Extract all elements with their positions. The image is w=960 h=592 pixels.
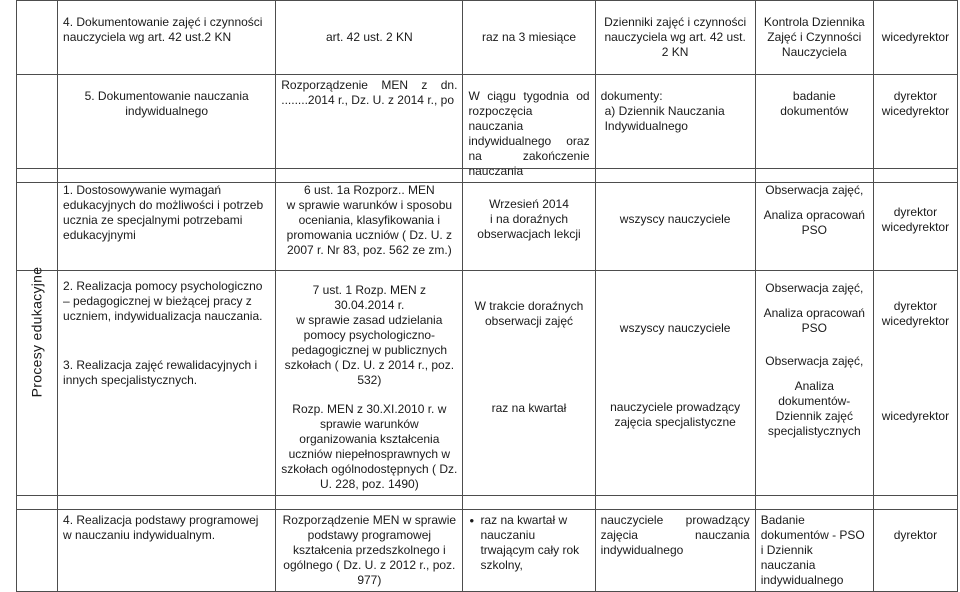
schedule-list (468, 513, 589, 573)
task-2: 2. Realizacja pomocy psychologiczno – pedagogicznej w bieżącej pracy z uczniem, indywidualizacja nauczania. (63, 279, 263, 323)
subject-cell: nauczyciele prowadzący zajęcia nauczania indywidualnego (595, 510, 755, 592)
responsible-2a: dyrektor (893, 299, 938, 313)
legal-basis-cell: Rozporządzenie MEN z dn. ........2014 r., Dz. U. z 2014 r., po (276, 75, 463, 183)
schedule-cell: raz na 3 miesiące (463, 1, 595, 75)
schedule-cell (463, 510, 595, 592)
legal-basis-cell: Rozporządzenie MEN w sprawie podstawy programowej kształcenia przedszkolnego i ogólnego ( Dz. U. z 2012 r., poz. 977) (276, 510, 463, 592)
form-2b: Analiza opracowań PSO (763, 306, 865, 335)
table-row (17, 1, 958, 75)
responsible-2: wicedyrektor (881, 104, 950, 118)
subject-cell (595, 75, 755, 183)
form-3a: Obserwacja zajęć, (765, 354, 864, 368)
subject-cell (595, 271, 755, 496)
schedule-cell (463, 169, 595, 271)
legal-basis-cell (276, 271, 463, 496)
form-3b: Analiza dokumentów- Dziennik zajęć specjalistycznych (767, 379, 861, 438)
legal-basis-ref: 7 ust. 1 Rozp. MEN z 30.04.2014 r. (312, 283, 427, 312)
schedule-line-1: Wrzesień 2014 (489, 197, 569, 211)
form-cell (755, 169, 873, 271)
form-2a: Obserwacja zajęć, (765, 281, 864, 295)
subject-3: nauczyciele prowadzący zajęcia specjalistyczne (610, 400, 741, 429)
table-row (17, 496, 958, 510)
subject-cell: wszyscy nauczyciele (595, 169, 755, 271)
responsible-2b: wicedyrektor (881, 314, 950, 328)
legal-basis-cell (276, 169, 463, 271)
form-cell: Kontrola Dziennika Zajęć i Czynności Nauczyciela (755, 1, 873, 75)
responsible-1: dyrektor (893, 89, 938, 103)
task-3: 3. Realizacja zajęć rewalidacyjnych i innych specjalistycznych. (63, 358, 258, 387)
task-cell: 4. Dokumentowanie zajęć i czynności nauczyciela wg art. 42 ust.2 KN (58, 1, 276, 75)
schedule-cell (463, 271, 595, 496)
responsible-cell: dyrektor (873, 510, 957, 592)
responsible-2: wicedyrektor (881, 219, 950, 234)
list-item: • raz na kwartał w nauczaniu trwającym cały rok szkolny, (480, 513, 589, 573)
form-cell (755, 271, 873, 496)
form-cell: badanie dokumentów (755, 75, 873, 183)
table-row (17, 169, 958, 271)
form-line-2: Analiza opracowań PSO (763, 208, 865, 237)
legal-basis-cell: art. 42 ust. 2 KN (276, 1, 463, 75)
responsible-1: dyrektor (893, 204, 938, 219)
table-row (17, 510, 958, 592)
form-cell: Badanie dokumentów - PSO i Dziennik nauczania indywidualnego (755, 510, 873, 592)
side-label-cell (17, 266, 58, 496)
task-cell: 1. Dostosowywanie wymagań edukacyjnych do możliwości i potrzeb ucznia ze specjalnymi potrzebami edukacyjnymi (58, 169, 276, 271)
responsible-cell (873, 75, 957, 183)
responsible-cell: wicedyrektor (873, 1, 957, 75)
legal-basis-ref: 6 ust. 1a Rozporz.. MEN (303, 183, 435, 197)
responsible-cell (873, 169, 957, 271)
table-row (17, 271, 958, 496)
subject-heading: dokumenty: (600, 89, 663, 103)
subject-2: wszyscy nauczyciele (619, 321, 731, 335)
legal-basis-3: Rozp. MEN z 30.XI.2010 r. w sprawie warunków organizowania kształcenia uczniów niepełnosprawnych w szkołach ogólnodostępnych ( Dz. U. 228, poz. 1490) (281, 402, 458, 491)
schedule-3: raz na kwartał (491, 401, 567, 415)
side-cell (17, 510, 58, 592)
form-line-1: Obserwacja zajęć, (765, 183, 864, 197)
side-cell (17, 1, 58, 75)
task-cell: 4. Realizacja podstawy programowej w nauczaniu indywidualnym. (58, 510, 276, 592)
side-cell (17, 75, 58, 183)
legal-basis-desc: w sprawie zasad udzielania pomocy psychologiczno-pedagogicznej w publicznych szkołach ( Dz. U. z 2014 r., poz. 532) (284, 313, 455, 387)
subject-cell: Dzienniki zajęć i czynności nauczyciela wg art. 42 ust. 2 KN (595, 1, 755, 75)
table-row (17, 75, 958, 183)
processes-table (16, 168, 958, 592)
legal-basis-desc: w sprawie warunków i sposobu oceniania, klasyfikowania i promowania uczniów ( Dz. U. z 2007 r. Nr 83, poz. 562 ze zm.) (286, 198, 453, 257)
schedule-cell: W ciągu tygodnia od rozpoczęcia nauczania indywidualnego oraz na zakończenie nauczania (463, 75, 595, 183)
responsible-3: wicedyrektor (881, 409, 950, 423)
schedule-line-2: i na doraźnych obserwacjach lekcji (477, 212, 581, 241)
subject-item: a) Dziennik Nauczania Indywidualnego (604, 104, 725, 133)
side-label: Procesy edukacyjne (28, 266, 45, 398)
side-cell (17, 496, 58, 510)
top-table (16, 0, 958, 183)
task-cell: 5. Dokumentowanie nauczania indywidualnego (58, 75, 276, 183)
responsible-cell (873, 271, 957, 496)
schedule-2: W trakcie doraźnych obserwacji zajęć (474, 299, 584, 328)
task-cell (58, 271, 276, 496)
